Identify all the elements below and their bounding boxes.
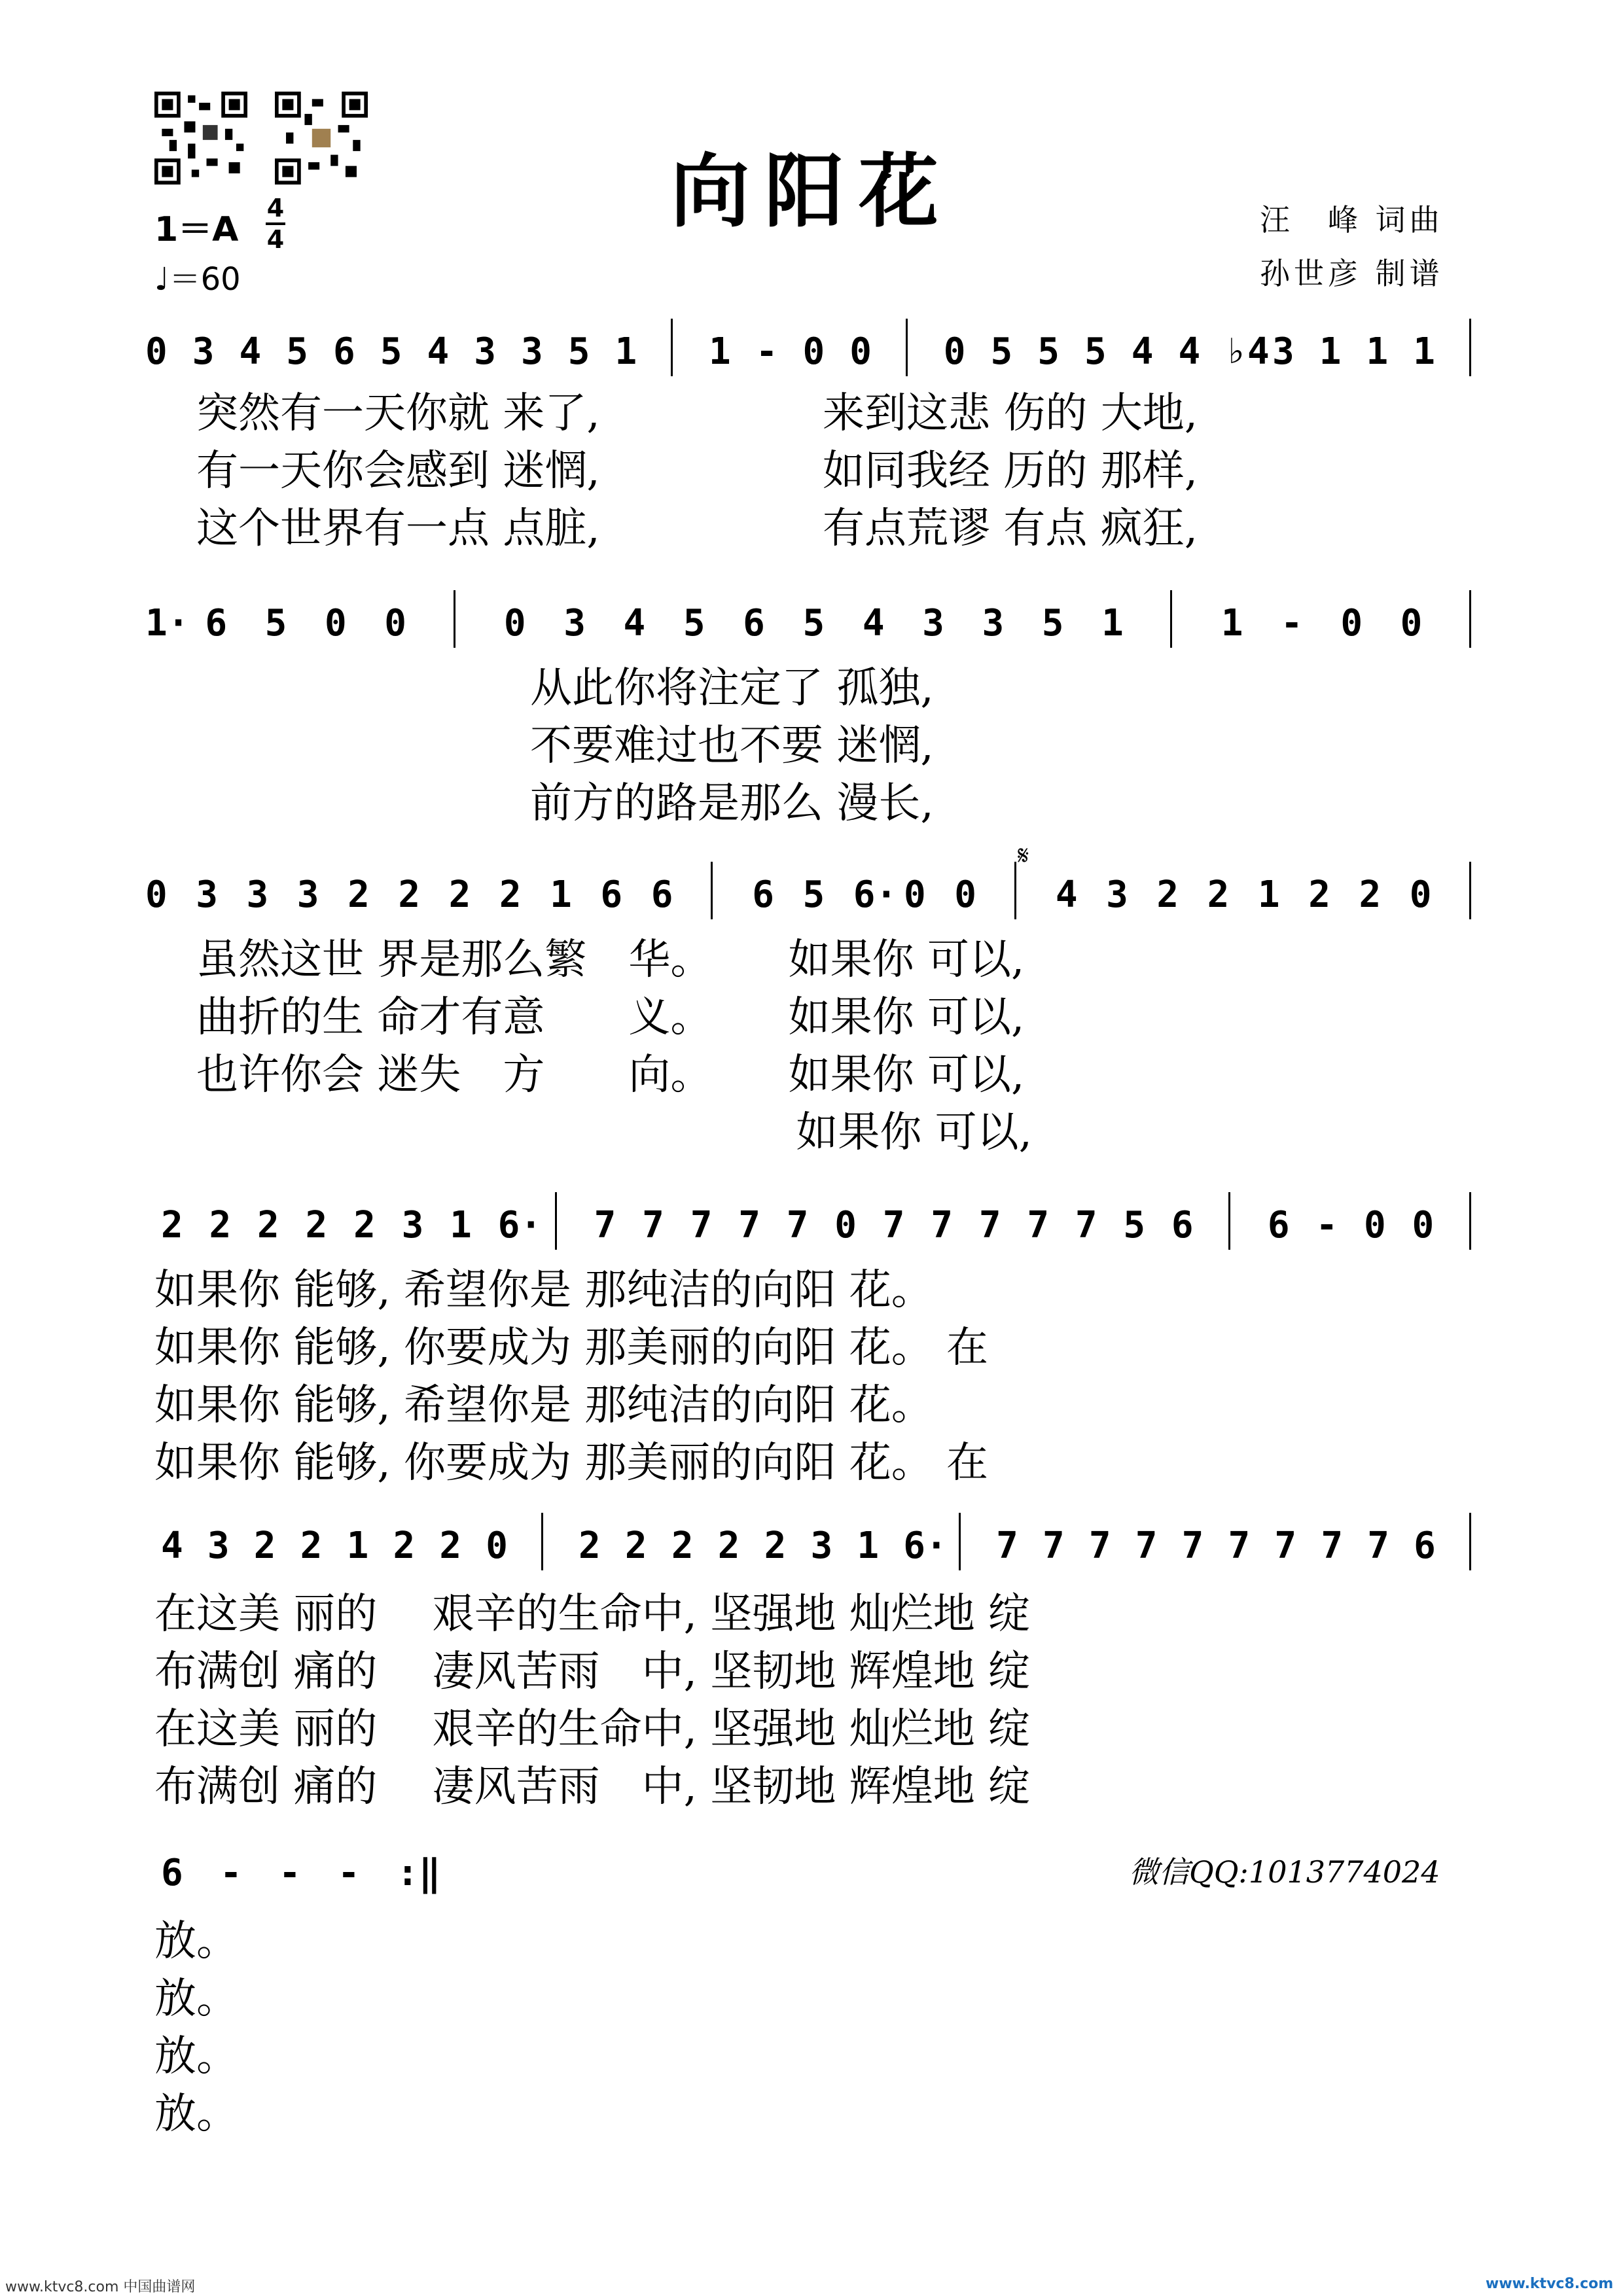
note: 4 [239,330,262,373]
note: 7 [786,1204,809,1246]
note: 4 [623,602,646,645]
song-title: 向阳花 [670,144,953,238]
barline [711,862,713,919]
note: 5 [1041,602,1064,645]
note: 2 [717,1525,740,1567]
barline [1228,1192,1230,1250]
note: 4 [1178,330,1201,373]
lyric-line: 布满创 痛的 凄风苦雨 中, 坚韧地 辉煌地 绽 [154,1763,1031,1811]
note: - [338,1852,360,1894]
note: 0 [145,874,168,916]
note: 3 [810,1525,833,1567]
note: 6 [1267,1204,1290,1246]
barline [959,1513,961,1570]
note: 7 [642,1204,664,1246]
note: 3 [246,874,269,916]
note: 2 [300,1525,323,1567]
note: 1 [1413,330,1435,373]
note: 6 [743,602,765,645]
note: 0 [834,1204,857,1246]
note: :‖ [397,1852,441,1894]
note: 1 [709,330,731,373]
lyricist-credit: 汪 峰 词曲 [1260,202,1444,238]
notation-row-1 [0,330,1623,376]
note: 0 [1409,874,1432,916]
contact-info: 微信QQ:1013774024 [1129,1854,1440,1890]
note: 0 [943,330,966,373]
barline [454,590,455,648]
note: 0 [384,602,406,645]
lyric-line: 放。 [154,2090,238,2138]
lyric-line: 在这美 丽的 艰辛的生命中, 坚强地 灿烂地 绽 [154,1705,1031,1754]
note: 2 [671,1525,694,1567]
note: 7 [1027,1204,1050,1246]
note: ♭4 [1225,330,1270,373]
note: 4 [1055,874,1078,916]
barline [1469,1192,1471,1250]
note: 1 [1221,602,1243,645]
note: 2 [161,1204,183,1246]
lyric-line: 不要难过也不要 迷惘, [530,722,934,770]
note: - [279,1852,301,1894]
note: 5 [1084,330,1107,373]
note: 7 [1367,1525,1389,1567]
lyric-line: 有一天你会感到 迷惘, 如同我经 历的 那样, [196,447,1198,495]
segno-sign: 𝄋 [1018,841,1029,871]
note: 4 [1131,330,1154,373]
note: 1 [1366,330,1389,373]
note: 2 [353,1204,376,1246]
note: 2 [764,1525,787,1567]
note: 5 [802,874,825,916]
note: 2 [499,874,522,916]
note: 0 [904,874,926,916]
note: 6 [161,1852,183,1894]
quarter-note-icon: ♩ [154,261,169,298]
note: 2 [624,1525,647,1567]
note: 5 [380,330,402,373]
time-signature-bottom: 4 [266,225,285,254]
note: 0 [849,330,872,373]
note: 1 [1319,330,1342,373]
note: 7 [882,1204,905,1246]
note: 6 [752,874,774,916]
note: 2 [1308,874,1330,916]
note: 6 [205,602,228,645]
note: 0 [486,1525,508,1567]
note: 3 [982,602,1005,645]
watermark-left: www.ktvc8.com 中国曲谱网 [5,2279,196,2295]
lyric-line: 如果你 能够, 希望你是 那纯洁的向阳 花。 [154,1266,933,1315]
note: 6 [1414,1525,1436,1567]
note: 3 [474,330,496,373]
barline [1469,319,1471,376]
note: 3 [401,1204,424,1246]
lyric-line: 如果你 能够, 希望你是 那纯洁的向阳 花。 [154,1381,933,1430]
note: - [755,330,778,373]
watermark-right: www.ktvc8.com [1486,2276,1614,2292]
barline [1014,862,1016,919]
note: 3 [1272,330,1294,373]
note: 3 [563,602,586,645]
note: 2 [393,1525,416,1567]
barline [541,1513,543,1570]
lyric-line: 这个世界有一点 点脏, 有点荒谬 有点 疯狂, [196,504,1198,553]
note: 0 [1400,602,1423,645]
note: 3 [1106,874,1128,916]
lyric-line: 如果你 能够, 你要成为 那美丽的向阳 花。 在 [154,1324,989,1372]
note: 5 [264,602,287,645]
lyric-line: 在这美 丽的 艰辛的生命中, 坚强地 灿烂地 绽 [154,1590,1031,1638]
note: 2 [305,1204,328,1246]
note: 7 [690,1204,713,1246]
lyric-line: 放。 [154,1975,238,2023]
note: 5 [683,602,705,645]
barline [555,1192,557,1250]
barline [1469,590,1471,648]
note: 5 [286,330,308,373]
note: 2 [1207,874,1230,916]
note: 1· [145,602,190,645]
note: 7 [1135,1525,1158,1567]
note: 2 [348,874,370,916]
note: 3 [196,874,218,916]
barline [1469,862,1471,919]
note: 7 [1321,1525,1344,1567]
lyric-line: 虽然这世 界是那么繁 华。 如果你 可以, [196,936,1025,984]
note: 0 [1340,602,1363,645]
note: 4 [427,330,450,373]
note: 0 [1363,1204,1386,1246]
note: 0 [802,330,825,373]
lyric-line: 如果你 可以, [196,1108,1033,1157]
note: 3 [521,330,543,373]
lyric-line: 前方的路是那么 漫长, [530,779,934,828]
note: 4 [862,602,885,645]
notation-row-3 [0,841,1623,919]
note: 3 [192,330,215,373]
note: 2 [1156,874,1179,916]
note: 6· [903,1525,948,1567]
key-signature: 1＝A [154,210,239,249]
barline [906,319,908,376]
lyric-line: 如果你 能够, 你要成为 那美丽的向阳 花。 在 [154,1439,989,1487]
note: 2 [209,1204,232,1246]
note: 5 [1037,330,1060,373]
note: 7 [1274,1525,1297,1567]
note: 2 [398,874,421,916]
lyric-line: 曲折的生 命才有意 义。 如果你 可以, [196,993,1025,1042]
lyric-line: 从此你将注定了 孤独, [530,664,934,713]
lyric-line: 布满创 痛的 凄风苦雨 中, 坚韧地 辉煌地 绽 [154,1648,1031,1696]
arranger-credit: 孙世彦 制谱 [1260,256,1444,291]
note: - [220,1852,242,1894]
notation-row-4 [0,1204,1623,1250]
note: 7 [1042,1525,1065,1567]
note: 2 [1359,874,1382,916]
note: 6 [651,874,673,916]
note: 7 [1181,1525,1204,1567]
note: 7 [1088,1525,1111,1567]
note: 3 [922,602,944,645]
note: 0 [324,602,347,645]
notation-row-5 [0,1525,1623,1570]
note: 6 [333,330,355,373]
note: 6· [497,1204,543,1246]
barline [1170,590,1172,648]
note: 1 [615,330,637,373]
note: 1 [346,1525,369,1567]
note: 6· [853,874,898,916]
lyric-line: 突然有一天你就 来了, 来到这悲 伤的 大地, [196,389,1198,438]
time-signature [266,195,285,253]
note: 2 [439,1525,462,1567]
notation-row-2 [0,602,1623,648]
note: 5 [990,330,1013,373]
note: 3 [207,1525,230,1567]
note: 2 [253,1525,276,1567]
note: - [1315,1204,1338,1246]
note: 0 [1412,1204,1435,1246]
note: 7 [738,1204,760,1246]
note: 7 [594,1204,616,1246]
note: 1 [1257,874,1280,916]
note: 5 [802,602,825,645]
note: 5 [1123,1204,1146,1246]
note: 6 [1171,1204,1194,1246]
note: - [1281,602,1303,645]
note: 2 [257,1204,279,1246]
barline [671,319,673,376]
note: 5 [567,330,590,373]
note: 7 [931,1204,953,1246]
tempo-value: ＝60 [169,261,241,298]
note: 7 [978,1204,1001,1246]
note: 7 [1228,1525,1251,1567]
lyric-line: 放。 [154,2032,238,2081]
barline [1469,1513,1471,1570]
tempo-marking [154,254,241,299]
note: 6 [600,874,623,916]
note: 1 [1101,602,1124,645]
note: 2 [448,874,471,916]
note: 7 [996,1525,1018,1567]
note: 0 [145,330,168,373]
note: 2 [579,1525,601,1567]
note: 0 [954,874,977,916]
lyric-line: 也许你会 迷失 方 向。 如果你 可以, [196,1051,1025,1099]
time-signature-top: 4 [266,194,285,222]
note: 0 [503,602,526,645]
lyric-line: 放。 [154,1917,238,1966]
note: 7 [1075,1204,1097,1246]
note: 1 [857,1525,880,1567]
note: 1 [450,1204,472,1246]
note: 1 [550,874,572,916]
note: 4 [161,1525,183,1567]
note: 3 [296,874,319,916]
